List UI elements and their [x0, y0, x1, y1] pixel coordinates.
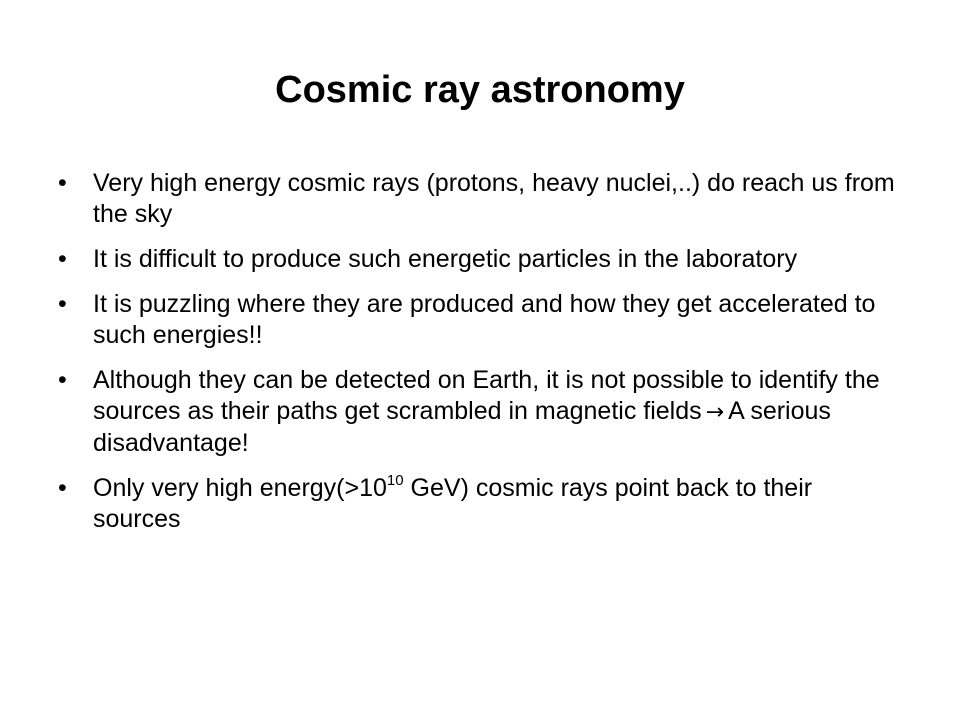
slide-title: Cosmic ray astronomy	[275, 69, 685, 111]
bullet-list	[55, 168, 905, 549]
bullet-dot: •	[58, 290, 67, 318]
bullet-text: Very high energy cosmic rays (protons, heavy nuclei,..) do reach us from the sky	[93, 169, 895, 228]
bullet-dot: •	[58, 366, 67, 394]
bullet-text	[93, 474, 812, 533]
bullet-dot: •	[58, 169, 67, 197]
bullet-item	[55, 168, 905, 230]
bullet-dot: •	[58, 245, 67, 273]
bullet-text: It is puzzling where they are produced and how they get accelerated to such energies!!	[93, 290, 876, 349]
bullet-text-part: Although they can be detected on Earth, it is not possible to identify the sources as their paths get scrambled in magnetic fields	[93, 366, 880, 425]
bullet-item	[55, 365, 905, 459]
bullet-item	[55, 289, 905, 351]
bullet-text-part: Only very high energy(>10	[93, 474, 387, 502]
bullet-text	[93, 366, 880, 457]
bullet-text: It is difficult to produce such energetic particles in the laboratory	[93, 245, 798, 273]
bullet-item	[55, 244, 905, 275]
bullet-text-part: A serious disadvantage!	[93, 397, 831, 457]
bullet-text-part: GeV) cosmic rays point back to their sources	[93, 474, 813, 533]
bullet-dot: •	[58, 474, 67, 502]
bullet-item	[55, 473, 905, 535]
superscript-exponent: 10	[386, 472, 404, 489]
right-arrow-icon: →	[705, 400, 725, 425]
